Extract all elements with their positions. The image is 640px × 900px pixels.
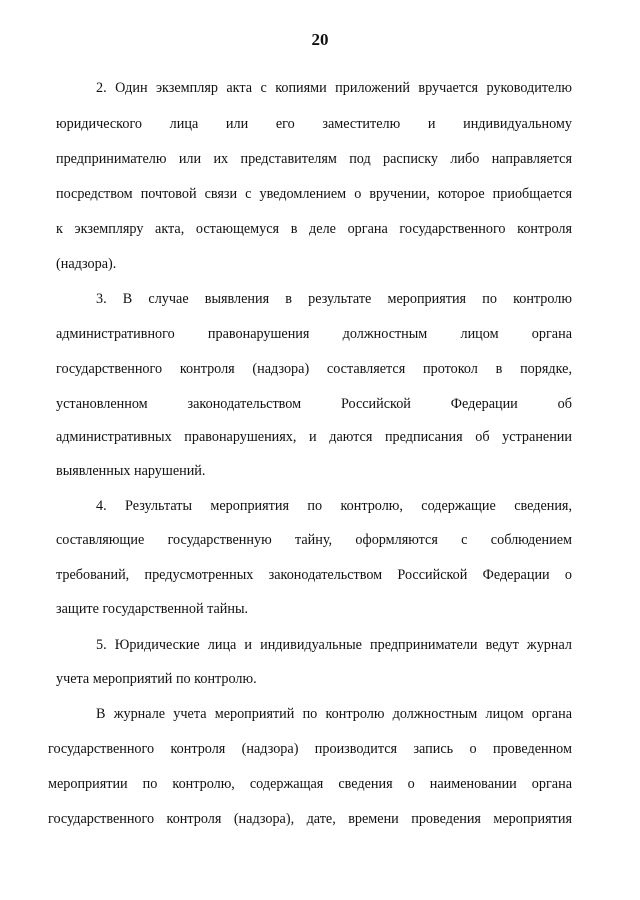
text-line: 4. Результаты мероприятия по контролю, содержащие сведения, [96, 498, 572, 514]
text-line: выявленных нарушений. [56, 463, 206, 479]
text-line: государственного контроля (надзора), дате, времени проведения мероприятия [48, 811, 572, 827]
text-line: государственного контроля (надзора) производится запись о проведенном [48, 741, 572, 757]
text-line: защите государственной тайны. [56, 601, 249, 617]
text-line: (надзора). [56, 256, 117, 272]
text-line: 5. Юридические лица и индивидуальные предприниматели ведут журнал [96, 637, 572, 653]
text-line: В журнале учета мероприятий по контролю должностным лицом органа [96, 706, 572, 722]
text-line: государственного контроля (надзора) составляется протокол в порядке, [56, 361, 572, 377]
text-line: учета мероприятий по контролю. [56, 671, 257, 687]
text-line: к экземпляру акта, остающемуся в деле органа государственного контроля [56, 221, 572, 237]
text-line: 2. Один экземпляр акта с копиями приложений вручается руководителю [96, 80, 572, 96]
text-line: 3. В случае выявления в результате мероприятия по контролю [96, 291, 572, 307]
text-line: требований, предусмотренных законодательством Российской Федерации о [56, 567, 572, 583]
text-line: мероприятии по контролю, содержащая сведения о наименовании органа [48, 776, 572, 792]
text-line: установленном законодательством Российской Федерации об [56, 396, 572, 412]
text-line: посредством почтовой связи с уведомлением о вручении, которое приобщается [56, 186, 572, 202]
page-number: 20 [311, 30, 329, 49]
text-line: составляющие государственную тайну, оформляются с соблюдением [56, 532, 572, 548]
text-line: юридического лица или его заместителю и индивидуальному [56, 116, 572, 132]
text-line: предпринимателю или их представителям под расписку либо направляется [56, 151, 572, 167]
text-line: административных правонарушениях, и даются предписания об устранении [56, 429, 572, 445]
text-line: административного правонарушения должностным лицом органа [56, 326, 572, 342]
